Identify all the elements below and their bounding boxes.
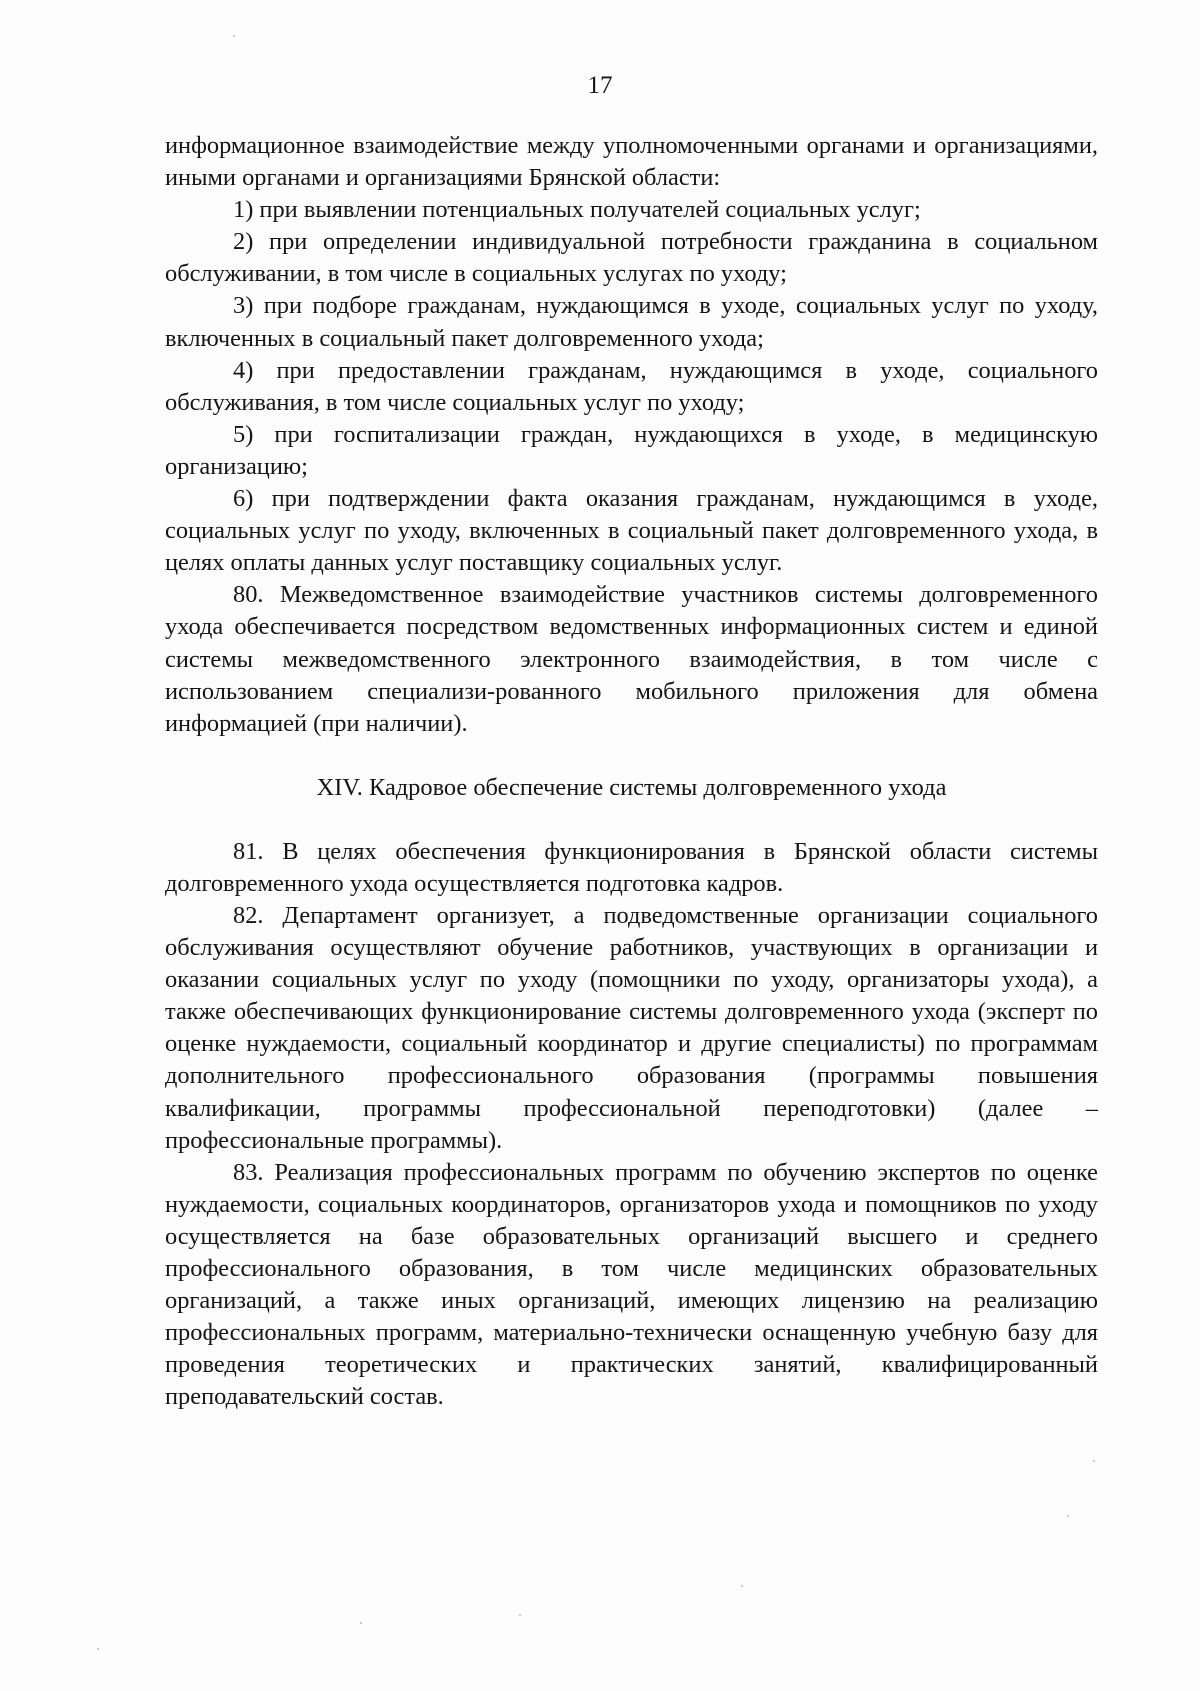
scan-speck bbox=[1067, 1515, 1069, 1517]
section-heading: XIV. Кадровое обеспечение системы долговременного ухода bbox=[316, 773, 947, 801]
paragraph: 82. Департамент организует, а подведомственные организации социального обслуживания осуществляют обучение работников, участвующих в организации и оказании социальных услуг по уходу (помощники по уходу, организаторы ухода), а также обеспечивающих функционирование системы долговременного ухода (эксперт по оценке нуждаемости, социальный координатор и другие специалисты) по программам дополнительного профессионального образования (программы повышения квалификации, программы профессиональной переподготовки) (далее – профессиональные программы). bbox=[165, 901, 1098, 1154]
paragraph: 80. Межведомственное взаимодействие участников системы долговременного ухода обеспечивается посредством ведомственных информационных систем и единой системы межведомственного электронного взаимодействия, в том числе с использованием специализи-рованного мобильного приложения для обмена информацией (при наличии). bbox=[165, 581, 1098, 737]
paragraph: 4) при предоставлении гражданам, нуждающимся в уходе, социального обслуживания, в том числе социальных услуг по уходу; bbox=[165, 356, 1098, 416]
scan-speck bbox=[741, 1585, 743, 1587]
scan-speck bbox=[233, 35, 235, 37]
scan-speck bbox=[1093, 1460, 1095, 1462]
paragraph: информационное взаимодействие между уполномоченными органами и организациями, иными органами и организациями Брянской области: bbox=[165, 132, 1098, 192]
paragraph: 3) при подборе гражданам, нуждающимся в уходе, социальных услуг по уходу, включенных в социальный пакет долговременного ухода; bbox=[165, 292, 1098, 352]
paragraph: 1) при выявлении потенциальных получателей социальных услуг; bbox=[233, 196, 921, 224]
paragraph: 5) при госпитализации граждан, нуждающихся в уходе, в медицинскую организацию; bbox=[165, 420, 1098, 480]
page-number: 17 bbox=[587, 72, 613, 99]
paragraphs-after-heading bbox=[165, 836, 1098, 1414]
scan-speck bbox=[97, 1648, 99, 1650]
paragraph: 83. Реализация профессиональных программ по обучению экспертов по оценке нуждаемости, социальных координаторов, организаторов ухода и помощников по уходу осуществляется на базе образовательных организаций высшего и среднего профессионального образования, в том числе медицинских образовательных организаций, а также иных организаций, имеющих лицензию на реализацию профессиональных программ, материально-технически оснащенную учебную базу для проведения теоретических и практических занятий, квалифицированный преподавательский состав. bbox=[165, 1158, 1098, 1411]
scan-speck bbox=[360, 1622, 362, 1624]
paragraph: 2) при определении индивидуальной потребности гражданина в социальном обслуживании, в том числе в социальных услугах по уходу; bbox=[165, 228, 1098, 288]
document-body bbox=[165, 130, 1098, 1413]
paragraph: 6) при подтверждении факта оказания гражданам, нуждающимся в уходе, социальных услуг по уходу, включенных в социальный пакет долговременного ухода, в целях оплаты данных услуг поставщику социальных услуг. bbox=[165, 485, 1098, 577]
scan-speck bbox=[519, 1614, 521, 1616]
paragraphs-before-heading bbox=[165, 130, 1098, 740]
paragraph: 81. В целях обеспечения функционирования в Брянской области системы долговременного ухода осуществляется подготовка кадров. bbox=[165, 837, 1098, 897]
